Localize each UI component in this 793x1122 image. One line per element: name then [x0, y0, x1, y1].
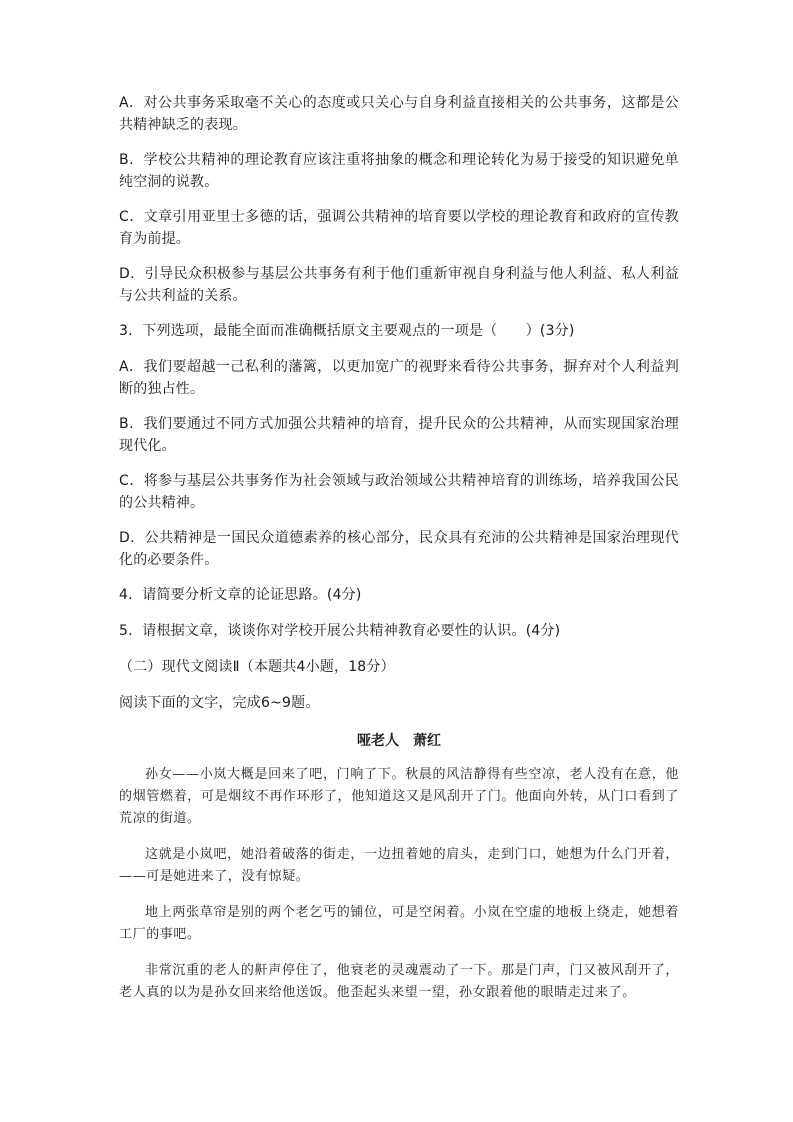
q3-stem: 3．下列选项，最能全面而准确概括原文主要观点的一项是（ ）(3分): [119, 323, 575, 339]
q3-option-d: D．公共精神是一国民众道德素养的核心部分，民众具有充沛的公共精神是国家治理现代化的必要条件。: [119, 530, 679, 568]
story-paragraph: 这就是小岚吧，她沿着破落的街走，一边扭着她的肩头，走到门口，她想为什么门开着，——可是她进来了，没有惊疑。: [119, 847, 679, 884]
q3-option-c: C．将参与基层公共事务作为社会领域与政治领域公共精神培育的训练场，培养我国公民的公共精神。: [119, 473, 679, 511]
q2-option-c: C．文章引用亚里士多德的话，强调公共精神的培育要以学校的理论教育和政府的宣传教育为前提。: [119, 209, 679, 247]
page-content: [119, 92, 679, 1018]
q4-stem: 4．请简要分析文章的论证思路。(4分): [119, 587, 362, 603]
story-paragraph: 孙女——小岚大概是回来了吧，门响了下。秋晨的风洁静得有些空凉，老人没有在意，他的烟管燃着，可是烟纹不再作环形了，他知道这又是风刮开了门。他面向外转，从门口看到了荒凉的街道。: [119, 767, 679, 826]
section-heading: （二）现代文阅读Ⅱ（本题共4小题，18分）: [119, 659, 395, 675]
q2-option-b: B．学校公共精神的理论教育应该注重将抽象的概念和理论转化为易于接受的知识避免单纯空洞的说教。: [119, 152, 679, 190]
q2-option-d: D．引导民众积极参与基层公共事务有利于他们重新审视自身利益与他人利益、私人利益与公共利益的关系。: [119, 266, 679, 304]
story-title: [119, 730, 679, 752]
reading-instruction: 阅读下面的文字，完成6~9题。: [119, 695, 320, 711]
q3-option-b: B．我们要通过不同方式加强公共精神的培育，提升民众的公共精神，从而实现国家治理现代化。: [119, 416, 679, 454]
q5-stem: 5．请根据文章，谈谈你对学校开展公共精神教育必要性的认识。(4分): [119, 623, 561, 639]
story-paragraph: 地上两张草帘是别的两个老乞丐的铺位，可是空闲着。小岚在空虚的地板上绕走，她想着工厂的事吧。: [119, 905, 679, 942]
story-author: 萧红: [413, 733, 441, 749]
story-name: 哑老人: [357, 733, 399, 749]
story-paragraph: 非常沉重的老人的鼾声停住了，他衰老的灵魂震动了一下。那是门声，门又被风刮开了，老人真的以为是孙女回来给他送饭。他歪起头来望一望，孙女跟着他的眼睛走过来了。: [119, 963, 679, 1000]
q3-option-a: A．我们要超越一己私利的藩篱，以更加宽广的视野来看待公共事务，摒弃对个人利益判断的独占性。: [119, 359, 679, 397]
q2-option-a: A．对公共事务采取毫不关心的态度或只关心与自身利益直接相关的公共事务，这都是公共精神缺乏的表现。: [119, 95, 679, 133]
